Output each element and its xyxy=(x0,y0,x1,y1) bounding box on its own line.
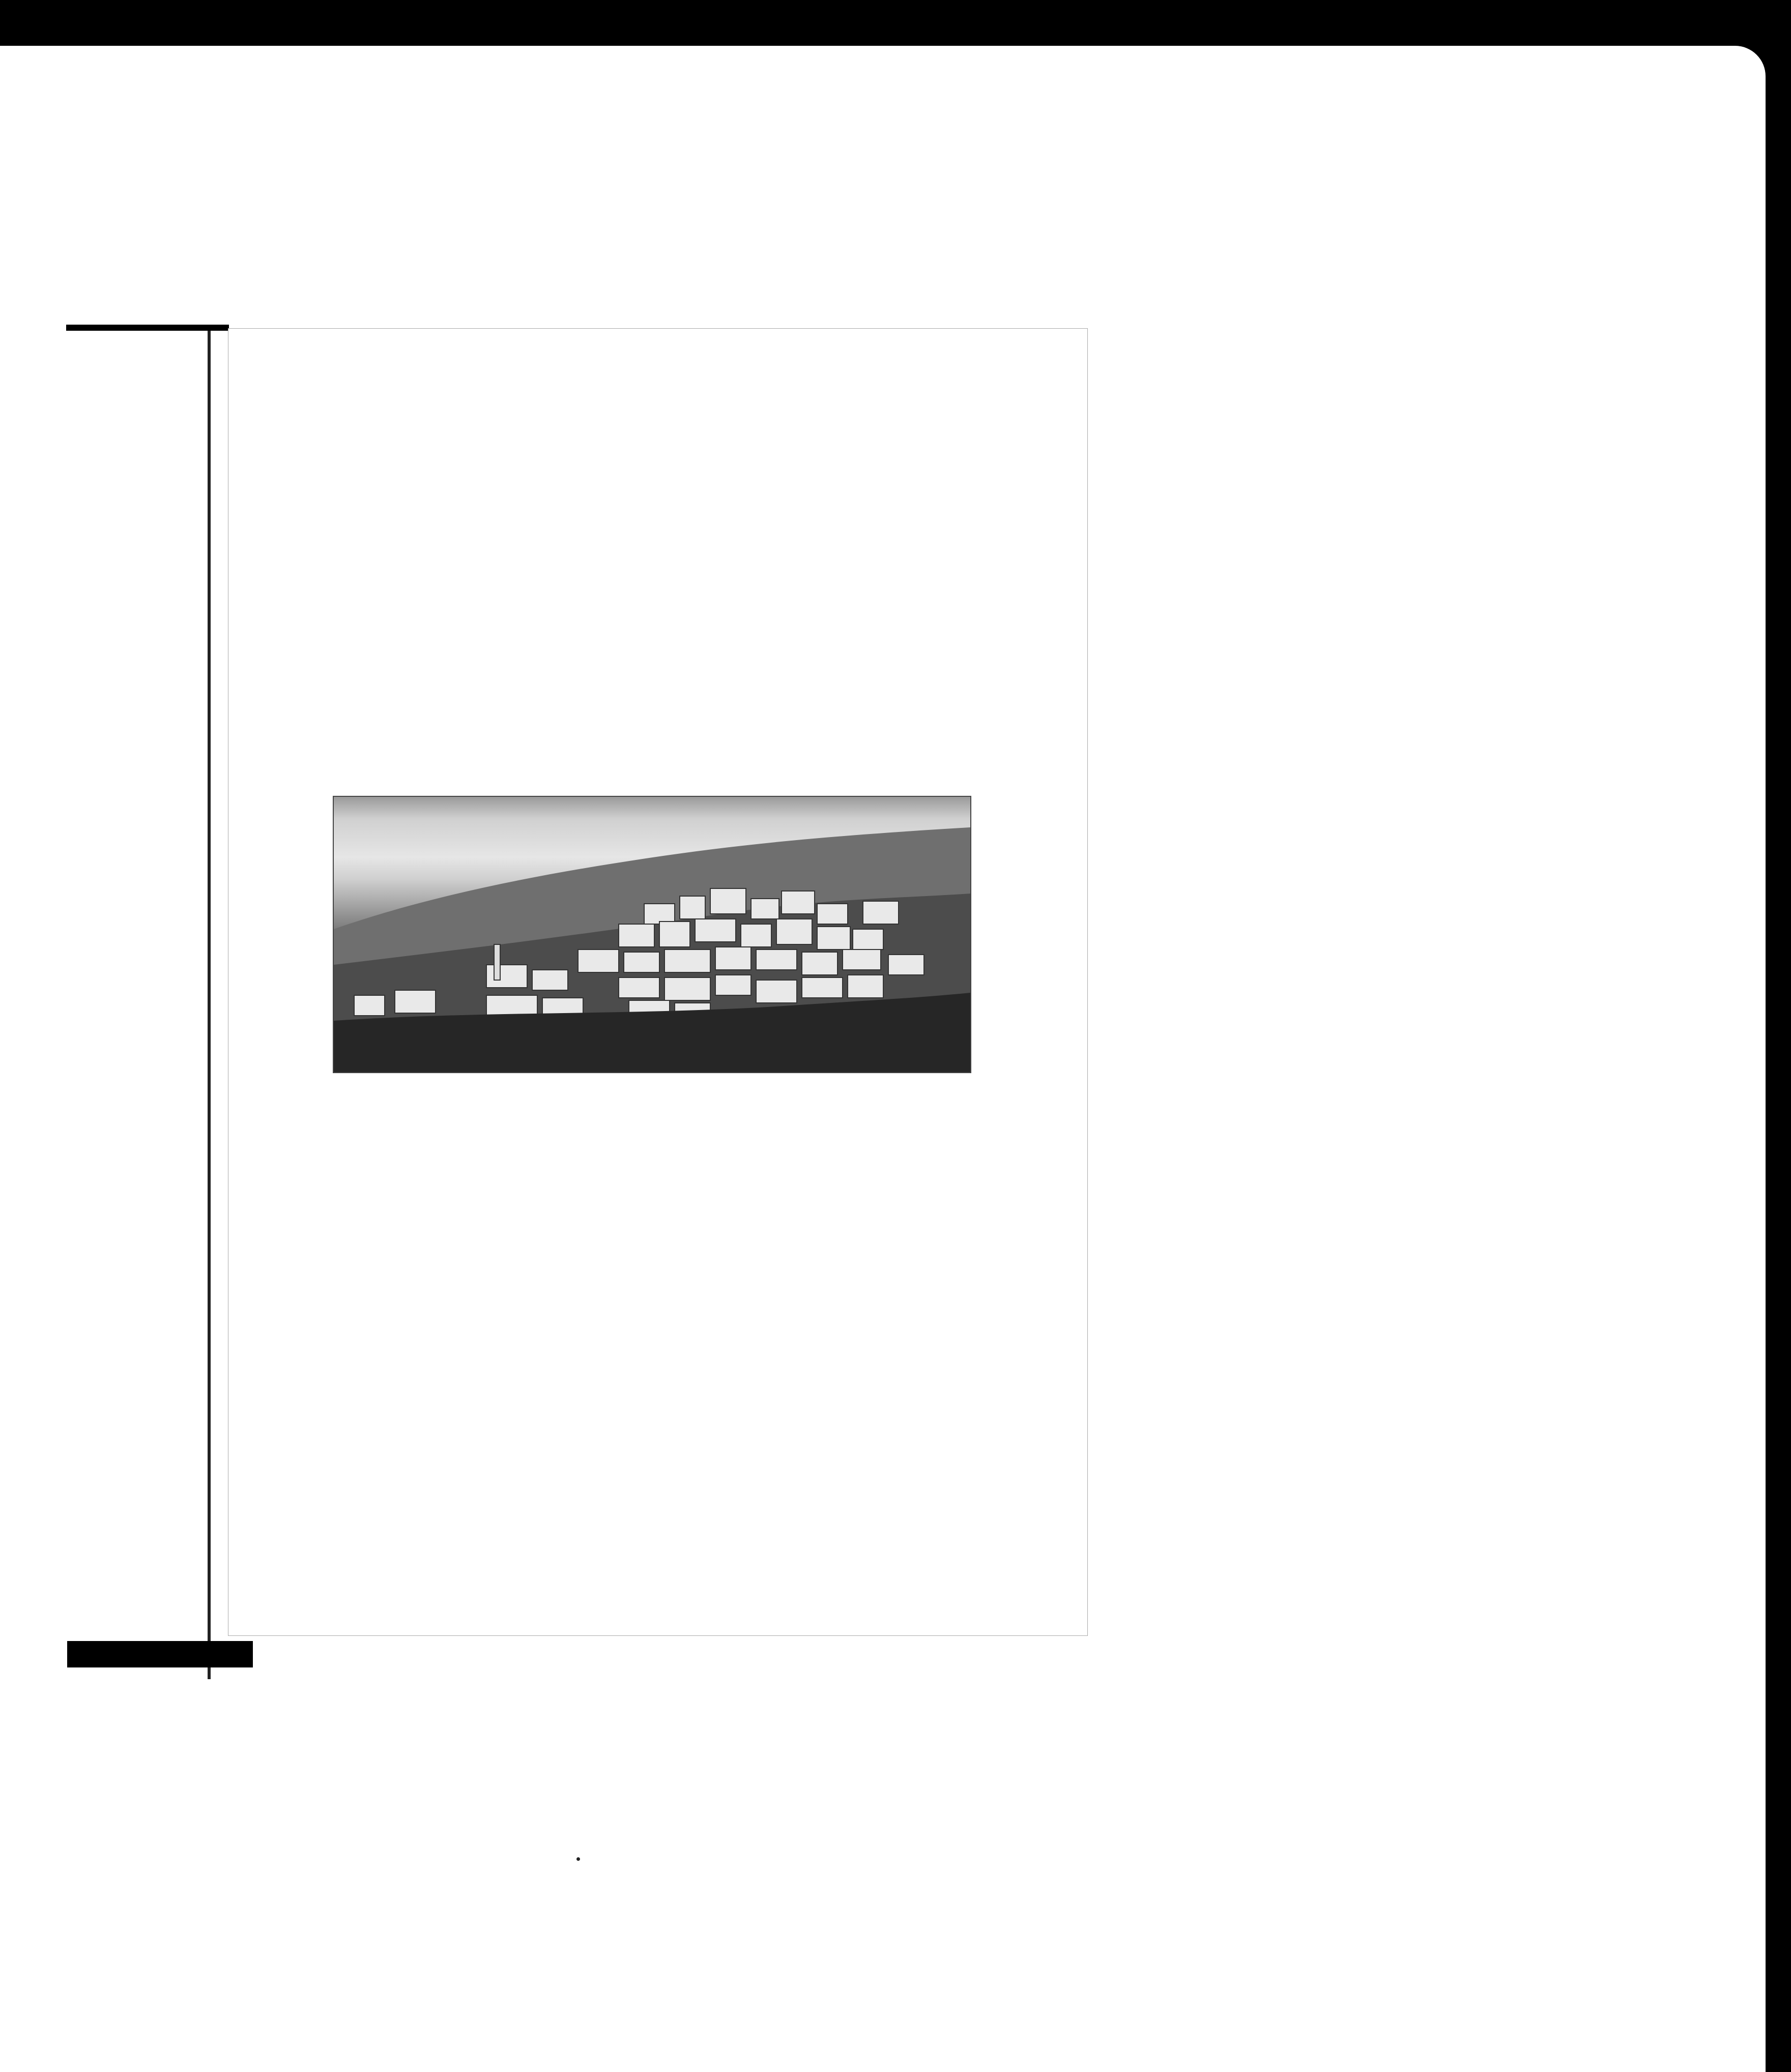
nazareth-engraving xyxy=(333,796,971,1073)
binding-bar-top xyxy=(66,325,229,331)
scan-speck xyxy=(576,1857,580,1861)
previous-page-fragment xyxy=(0,323,211,1679)
town-illustration xyxy=(334,797,970,1072)
binding-bar-bottom xyxy=(67,1641,253,1667)
book-page xyxy=(228,328,1088,1636)
page-edge xyxy=(208,331,211,1679)
